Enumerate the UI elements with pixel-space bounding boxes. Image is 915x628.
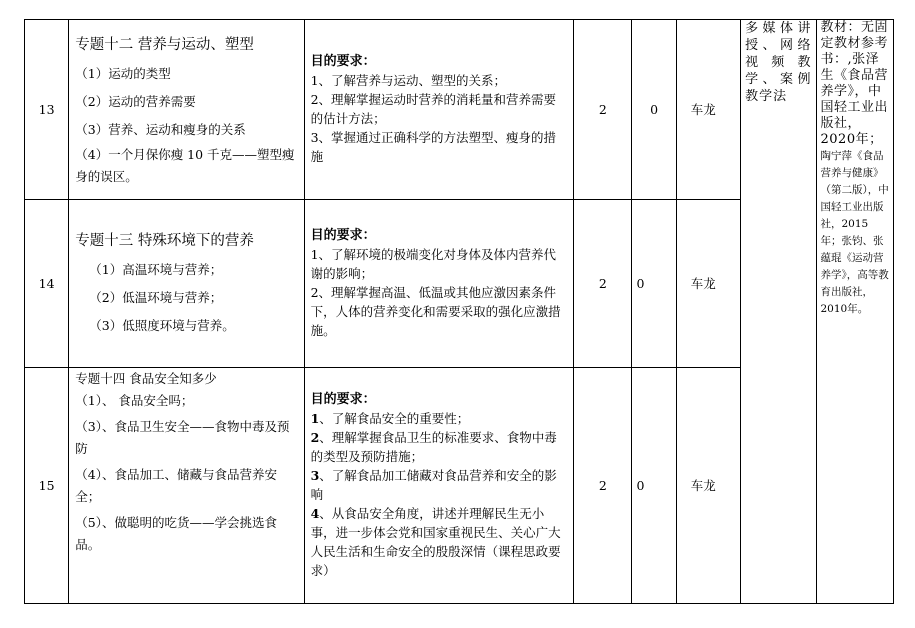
goal-title: 目的要求： — [310, 228, 376, 243]
goal-line: 3、掌握通过正确科学的方法塑型、瘦身的措施 — [310, 130, 557, 164]
topic-item: （3）营养、运动和瘦身的关系 — [75, 121, 246, 137]
goal-line: 1、了解营养与运动、塑型的关系； — [310, 73, 507, 88]
topic-item: （3）、食品卫生安全——食物中毒及预防 — [75, 419, 290, 456]
table-row — [25, 20, 894, 200]
topic-title: 专题十三 特殊环境下的营养 — [75, 232, 254, 249]
topic-item: （1）高温环境与营养； — [89, 261, 223, 277]
goal-title: 目的要求： — [310, 392, 376, 407]
teacher: 车龙 — [676, 20, 740, 200]
topic-title: 专题十四 食品安全知多少 — [75, 371, 217, 386]
topic-item: （3）低照度环境与营养。 — [89, 317, 235, 333]
row-number: 15 — [25, 368, 69, 604]
goal-number: 2 — [310, 430, 320, 445]
topic-item: （1）运动的类型 — [75, 65, 171, 81]
lab-hours: 0 — [632, 200, 676, 368]
goal-title: 目的要求： — [310, 54, 376, 69]
lecture-hours: 2 — [574, 368, 632, 604]
topic-item: （1）、 食品安全吗； — [75, 393, 194, 408]
row-number: 14 — [25, 200, 69, 368]
lecture-hours: 2 — [574, 20, 632, 200]
topic-cell — [69, 200, 304, 368]
goal-text: 、理解掌握食品卫生的标准要求、食物中毒的类型及预防措施； — [310, 430, 557, 464]
goal-line — [311, 504, 568, 580]
topic-cell — [69, 368, 304, 604]
goal-line: 2、理解掌握运动时营养的消耗量和营养需要的估计方法； — [310, 92, 557, 126]
textbook-main: 教材：无固定教材参考书：,张泽生《食品营养学》，中国轻工业出版社，2020年； — [820, 20, 889, 147]
goal-text: 、了解食品加工储藏对食品营养和安全的影响 — [310, 468, 557, 502]
row-number: 13 — [25, 20, 69, 200]
goal-text: 、从食品安全角度，讲述并理解民生无小事，进一步体会党和国家重视民生、关心广大人民生活和生命安全的殷殷深情（课程思政要求） — [310, 506, 561, 578]
goal-line — [311, 466, 568, 504]
topic-cell — [69, 20, 304, 200]
topic-item: （2）低温环境与营养； — [89, 289, 223, 305]
requirements-cell — [304, 20, 574, 200]
lab-hours: 0 — [632, 20, 676, 200]
topic-item: （2）运动的营养需要 — [75, 93, 196, 109]
goal-number: 4 — [310, 506, 320, 521]
requirements-cell — [304, 200, 574, 368]
teacher: 车龙 — [676, 200, 740, 368]
goal-number: 3 — [310, 468, 320, 483]
schedule-table — [24, 19, 894, 604]
goal-text: 、了解食品安全的重要性； — [319, 411, 470, 426]
teaching-method — [741, 20, 816, 604]
goal-line: 1、了解环境的极端变化对身体及体内营养代谢的影响； — [310, 247, 557, 281]
goal-line — [311, 409, 568, 428]
topic-title: 专题十二 营养与运动、塑型 — [75, 36, 254, 53]
topic-item: （4）、食品加工、储藏与食品营养安全； — [75, 467, 277, 504]
method-text: 多媒体讲授、网络视频教学、案例教学法 — [745, 21, 812, 104]
topic-item: （5）、做聪明的吃货——学会挑选食品。 — [75, 515, 277, 552]
teacher: 车龙 — [676, 368, 740, 604]
goal-line — [311, 428, 568, 466]
textbook-cell — [816, 20, 894, 604]
lab-hours: 0 — [632, 368, 676, 604]
goal-number: 1 — [310, 411, 320, 426]
topic-item: （4）一个月保你瘦 10 千克——塑型瘦身的误区。 — [75, 146, 295, 184]
requirements-cell — [304, 368, 574, 604]
lecture-hours: 2 — [574, 200, 632, 368]
goal-line: 2、理解掌握高温、低温或其他应激因素条件下，人体的营养变化和需要采取的强化应激措施。 — [310, 285, 561, 338]
textbook-references: 陶宁萍《食品营养与健康》（第二版），中国轻工业出版社，2015年；张钧、张蕴琨《运动营养学》，高等教育出版社，2010年。 — [820, 150, 889, 315]
